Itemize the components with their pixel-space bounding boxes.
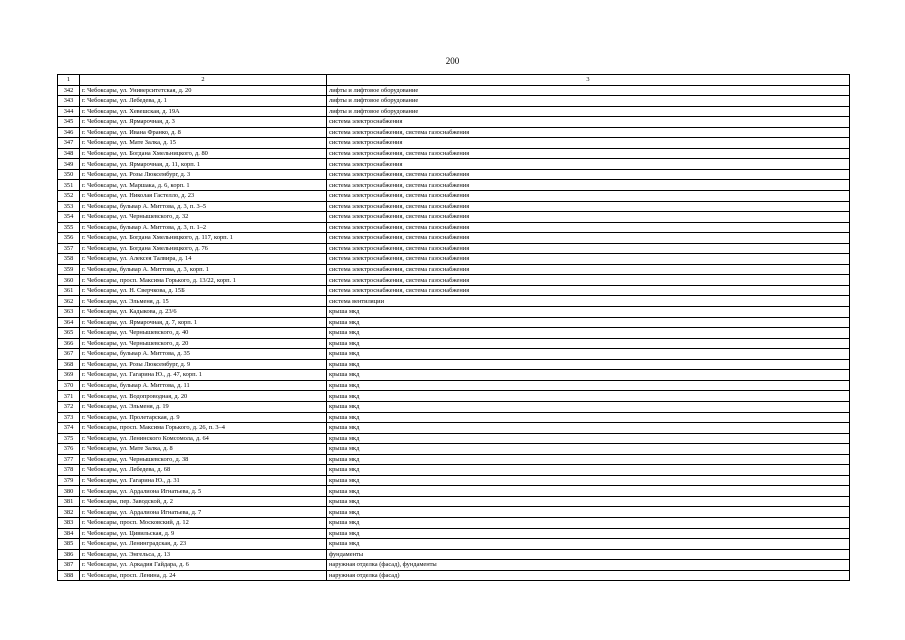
table-row — [58, 391, 850, 402]
row-number: 369 — [58, 370, 80, 381]
row-address: г. Чебоксары, ул. Ленинградская, д. 23 — [80, 539, 327, 550]
row-works: система электроснабжения, система газоснабжения — [327, 243, 850, 254]
table-row — [58, 349, 850, 360]
row-address: г. Чебоксары, ул. Маршака, д. 6, корп. 1 — [80, 180, 327, 191]
row-works: система вентиляции — [327, 296, 850, 307]
row-address: г. Чебоксары, ул. Эльменя, д. 19 — [80, 401, 327, 412]
row-address: г. Чебоксары, ул. Эльменя, д. 15 — [80, 296, 327, 307]
row-works: крыша мкд — [327, 370, 850, 381]
row-works: система электроснабжения — [327, 117, 850, 128]
row-works: система электроснабжения, система газоснабжения — [327, 180, 850, 191]
table-row — [58, 539, 850, 550]
row-works: система электроснабжения, система газоснабжения — [327, 212, 850, 223]
row-number: 370 — [58, 380, 80, 391]
row-works: крыша мкд — [327, 486, 850, 497]
row-address: г. Чебоксары, ул. Кадыкова, д. 23/6 — [80, 307, 327, 318]
table-row — [58, 285, 850, 296]
header-cell-number: 1 — [58, 75, 80, 86]
row-number: 374 — [58, 423, 80, 434]
table-row — [58, 138, 850, 149]
row-number: 384 — [58, 528, 80, 539]
row-address: г. Чебоксары, ул. Чернышевского, д. 40 — [80, 328, 327, 339]
row-number: 357 — [58, 243, 80, 254]
row-works: система электроснабжения, система газоснабжения — [327, 148, 850, 159]
row-address: г. Чебоксары, ул. Хевешская, д. 19А — [80, 106, 327, 117]
row-works: крыша мкд — [327, 475, 850, 486]
header-cell-works: 3 — [327, 75, 850, 86]
row-works: крыша мкд — [327, 517, 850, 528]
table-row — [58, 96, 850, 107]
row-number: 349 — [58, 159, 80, 170]
table-row — [58, 570, 850, 581]
row-works: фундаменты — [327, 549, 850, 560]
row-works: крыша мкд — [327, 507, 850, 518]
row-works: крыша мкд — [327, 380, 850, 391]
table-row — [58, 475, 850, 486]
row-address: г. Чебоксары, ул. Лебедева, д. 68 — [80, 465, 327, 476]
row-number: 382 — [58, 507, 80, 518]
table-row — [58, 148, 850, 159]
table-row — [58, 191, 850, 202]
table-row — [58, 201, 850, 212]
row-address: г. Чебоксары, ул. Гагарина Ю., д. 47, корп. 1 — [80, 370, 327, 381]
row-number: 350 — [58, 169, 80, 180]
row-address: г. Чебоксары, ул. Ленинского Комсомола, д. 64 — [80, 433, 327, 444]
row-works: лифты и лифтовое оборудование — [327, 85, 850, 96]
table-row — [58, 127, 850, 138]
row-number: 381 — [58, 496, 80, 507]
row-works: система электроснабжения, система газоснабжения — [327, 233, 850, 244]
row-address: г. Чебоксары, ул. Розы Люксембург, д. 3 — [80, 169, 327, 180]
row-number: 371 — [58, 391, 80, 402]
table-row — [58, 444, 850, 455]
row-address: г. Чебоксары, ул. Богдана Хмельницкого, д. 80 — [80, 148, 327, 159]
table-row — [58, 106, 850, 117]
row-number: 363 — [58, 307, 80, 318]
row-works: система электроснабжения, система газоснабжения — [327, 222, 850, 233]
row-number: 377 — [58, 454, 80, 465]
table-body — [58, 75, 850, 581]
row-number: 353 — [58, 201, 80, 212]
row-works: наружная отделка (фасад), фундаменты — [327, 560, 850, 571]
row-address: г. Чебоксары, ул. Чернышевского, д. 32 — [80, 212, 327, 223]
row-number: 376 — [58, 444, 80, 455]
row-address: г. Чебоксары, просп. Максима Горького, д. 26, п. 3–4 — [80, 423, 327, 434]
row-number: 347 — [58, 138, 80, 149]
row-number: 364 — [58, 317, 80, 328]
table-row — [58, 412, 850, 423]
row-works: система электроснабжения, система газоснабжения — [327, 264, 850, 275]
row-number: 359 — [58, 264, 80, 275]
row-works: лифты и лифтовое оборудование — [327, 106, 850, 117]
row-address: г. Чебоксары, ул. Ивана Франко, д. 8 — [80, 127, 327, 138]
row-address: г. Чебоксары, ул. Ярмарочная, д. 7, корп. 1 — [80, 317, 327, 328]
row-number: 375 — [58, 433, 80, 444]
row-address: г. Чебоксары, ул. Николая Гастелло, д. 23 — [80, 191, 327, 202]
row-number: 360 — [58, 275, 80, 286]
row-address: г. Чебоксары, ул. Розы Люксембург, д. 9 — [80, 359, 327, 370]
row-works: крыша мкд — [327, 528, 850, 539]
row-number: 386 — [58, 549, 80, 560]
row-address: г. Чебоксары, ул. Ардалиона Игнатьева, д. 7 — [80, 507, 327, 518]
row-address: г. Чебоксары, бульвар А. Миттова, д. 35 — [80, 349, 327, 360]
table-row — [58, 465, 850, 476]
row-number: 385 — [58, 539, 80, 550]
table-row — [58, 169, 850, 180]
row-number: 348 — [58, 148, 80, 159]
row-number: 344 — [58, 106, 80, 117]
row-works: система электроснабжения, система газоснабжения — [327, 275, 850, 286]
page-number: 200 — [445, 56, 460, 66]
row-address: г. Чебоксары, ул. Мате Залка, д. 8 — [80, 444, 327, 455]
row-works: лифты и лифтовое оборудование — [327, 96, 850, 107]
row-number: 343 — [58, 96, 80, 107]
table-row — [58, 243, 850, 254]
row-works: система электроснабжения, система газоснабжения — [327, 169, 850, 180]
table-row — [58, 264, 850, 275]
row-works: система электроснабжения, система газоснабжения — [327, 127, 850, 138]
row-number: 352 — [58, 191, 80, 202]
row-number: 356 — [58, 233, 80, 244]
table-header-row — [58, 75, 850, 86]
row-address: г. Чебоксары, просп. Московский, д. 12 — [80, 517, 327, 528]
row-number: 354 — [58, 212, 80, 223]
row-number: 355 — [58, 222, 80, 233]
row-works: крыша мкд — [327, 433, 850, 444]
row-works: крыша мкд — [327, 539, 850, 550]
row-works: крыша мкд — [327, 401, 850, 412]
row-number: 388 — [58, 570, 80, 581]
table-row — [58, 560, 850, 571]
table-row — [58, 307, 850, 318]
row-number: 342 — [58, 85, 80, 96]
row-address: г. Чебоксары, бульвар А. Миттова, д. 3, корп. 1 — [80, 264, 327, 275]
row-works: система электроснабжения — [327, 159, 850, 170]
row-address: г. Чебоксары, ул. Ярмарочная, д. 11, корп. 1 — [80, 159, 327, 170]
table-row — [58, 222, 850, 233]
table-row — [58, 486, 850, 497]
table-row — [58, 507, 850, 518]
table-row — [58, 117, 850, 128]
row-works: система электроснабжения, система газоснабжения — [327, 254, 850, 265]
table-row — [58, 233, 850, 244]
row-address: г. Чебоксары, ул. Энгельса, д. 13 — [80, 549, 327, 560]
row-address: г. Чебоксары, просп. Ленина, д. 24 — [80, 570, 327, 581]
row-number: 368 — [58, 359, 80, 370]
table-row — [58, 380, 850, 391]
row-works: крыша мкд — [327, 349, 850, 360]
row-number: 358 — [58, 254, 80, 265]
header-cell-address: 2 — [80, 75, 327, 86]
table-row — [58, 254, 850, 265]
table-row — [58, 275, 850, 286]
row-works: крыша мкд — [327, 444, 850, 455]
row-address: г. Чебоксары, ул. Пролетарская, д. 9 — [80, 412, 327, 423]
table-row — [58, 423, 850, 434]
row-number: 361 — [58, 285, 80, 296]
register-table — [57, 74, 850, 581]
row-number: 367 — [58, 349, 80, 360]
row-address: г. Чебоксары, ул. Ардалиона Игнатьева, д. 5 — [80, 486, 327, 497]
row-address: г. Чебоксары, ул. Мате Залка, д. 15 — [80, 138, 327, 149]
row-address: г. Чебоксары, ул. Богдана Хмельницкого, д. 117, корп. 1 — [80, 233, 327, 244]
row-works: система электроснабжения, система газоснабжения — [327, 191, 850, 202]
row-works: крыша мкд — [327, 317, 850, 328]
row-address: г. Чебоксары, ул. Университетская, д. 20 — [80, 85, 327, 96]
row-works: крыша мкд — [327, 454, 850, 465]
row-address: г. Чебоксары, ул. Водопроводная, д. 20 — [80, 391, 327, 402]
table-row — [58, 496, 850, 507]
row-works: крыша мкд — [327, 338, 850, 349]
table-row — [58, 338, 850, 349]
row-number: 373 — [58, 412, 80, 423]
table-row — [58, 296, 850, 307]
row-works: система электроснабжения — [327, 138, 850, 149]
row-address: г. Чебоксары, ул. Чернышевского, д. 38 — [80, 454, 327, 465]
row-number: 387 — [58, 560, 80, 571]
row-works: система электроснабжения, система газоснабжения — [327, 285, 850, 296]
table-row — [58, 359, 850, 370]
row-number: 380 — [58, 486, 80, 497]
row-address: г. Чебоксары, ул. Ярмарочная, д. 3 — [80, 117, 327, 128]
row-address: г. Чебоксары, ул. Богдана Хмельницкого, д. 76 — [80, 243, 327, 254]
table-row — [58, 433, 850, 444]
table-row — [58, 317, 850, 328]
row-address: г. Чебоксары, ул. Лебедева, д. 1 — [80, 96, 327, 107]
row-address: г. Чебоксары, ул. Чернышевского, д. 20 — [80, 338, 327, 349]
row-number: 379 — [58, 475, 80, 486]
row-number: 365 — [58, 328, 80, 339]
row-number: 346 — [58, 127, 80, 138]
row-works: крыша мкд — [327, 465, 850, 476]
row-works: крыша мкд — [327, 328, 850, 339]
row-works: крыша мкд — [327, 423, 850, 434]
table-row — [58, 159, 850, 170]
table-row — [58, 85, 850, 96]
table-row — [58, 180, 850, 191]
row-address: г. Чебоксары, бульвар А. Миттова, д. 3, п. 3–5 — [80, 201, 327, 212]
table-row — [58, 370, 850, 381]
table-row — [58, 549, 850, 560]
row-number: 351 — [58, 180, 80, 191]
row-address: г. Чебоксары, пер. Заводской, д. 2 — [80, 496, 327, 507]
row-number: 366 — [58, 338, 80, 349]
row-number: 362 — [58, 296, 80, 307]
row-address: г. Чебоксары, ул. Аркадия Гайдара, д. 6 — [80, 560, 327, 571]
row-works: система электроснабжения, система газоснабжения — [327, 201, 850, 212]
table-row — [58, 212, 850, 223]
row-address: г. Чебоксары, ул. Цивильская, д. 9 — [80, 528, 327, 539]
table-row — [58, 401, 850, 412]
row-number: 383 — [58, 517, 80, 528]
row-number: 345 — [58, 117, 80, 128]
table-row — [58, 328, 850, 339]
row-works: крыша мкд — [327, 391, 850, 402]
table-row — [58, 528, 850, 539]
row-address: г. Чебоксары, просп. Максима Горького, д. 13/22, корп. 1 — [80, 275, 327, 286]
row-address: г. Чебоксары, ул. Н. Сверчкова, д. 15Б — [80, 285, 327, 296]
row-works: крыша мкд — [327, 412, 850, 423]
table-row — [58, 517, 850, 528]
row-works: крыша мкд — [327, 496, 850, 507]
row-address: г. Чебоксары, бульвар А. Миттова, д. 11 — [80, 380, 327, 391]
row-number: 372 — [58, 401, 80, 412]
table-row — [58, 454, 850, 465]
row-address: г. Чебоксары, ул. Алексея Талвира, д. 14 — [80, 254, 327, 265]
row-works: крыша мкд — [327, 359, 850, 370]
row-address: г. Чебоксары, бульвар А. Миттова, д. 3, п. 1–2 — [80, 222, 327, 233]
row-works: крыша мкд — [327, 307, 850, 318]
row-number: 378 — [58, 465, 80, 476]
row-works: наружная отделка (фасад) — [327, 570, 850, 581]
row-address: г. Чебоксары, ул. Гагарина Ю., д. 31 — [80, 475, 327, 486]
